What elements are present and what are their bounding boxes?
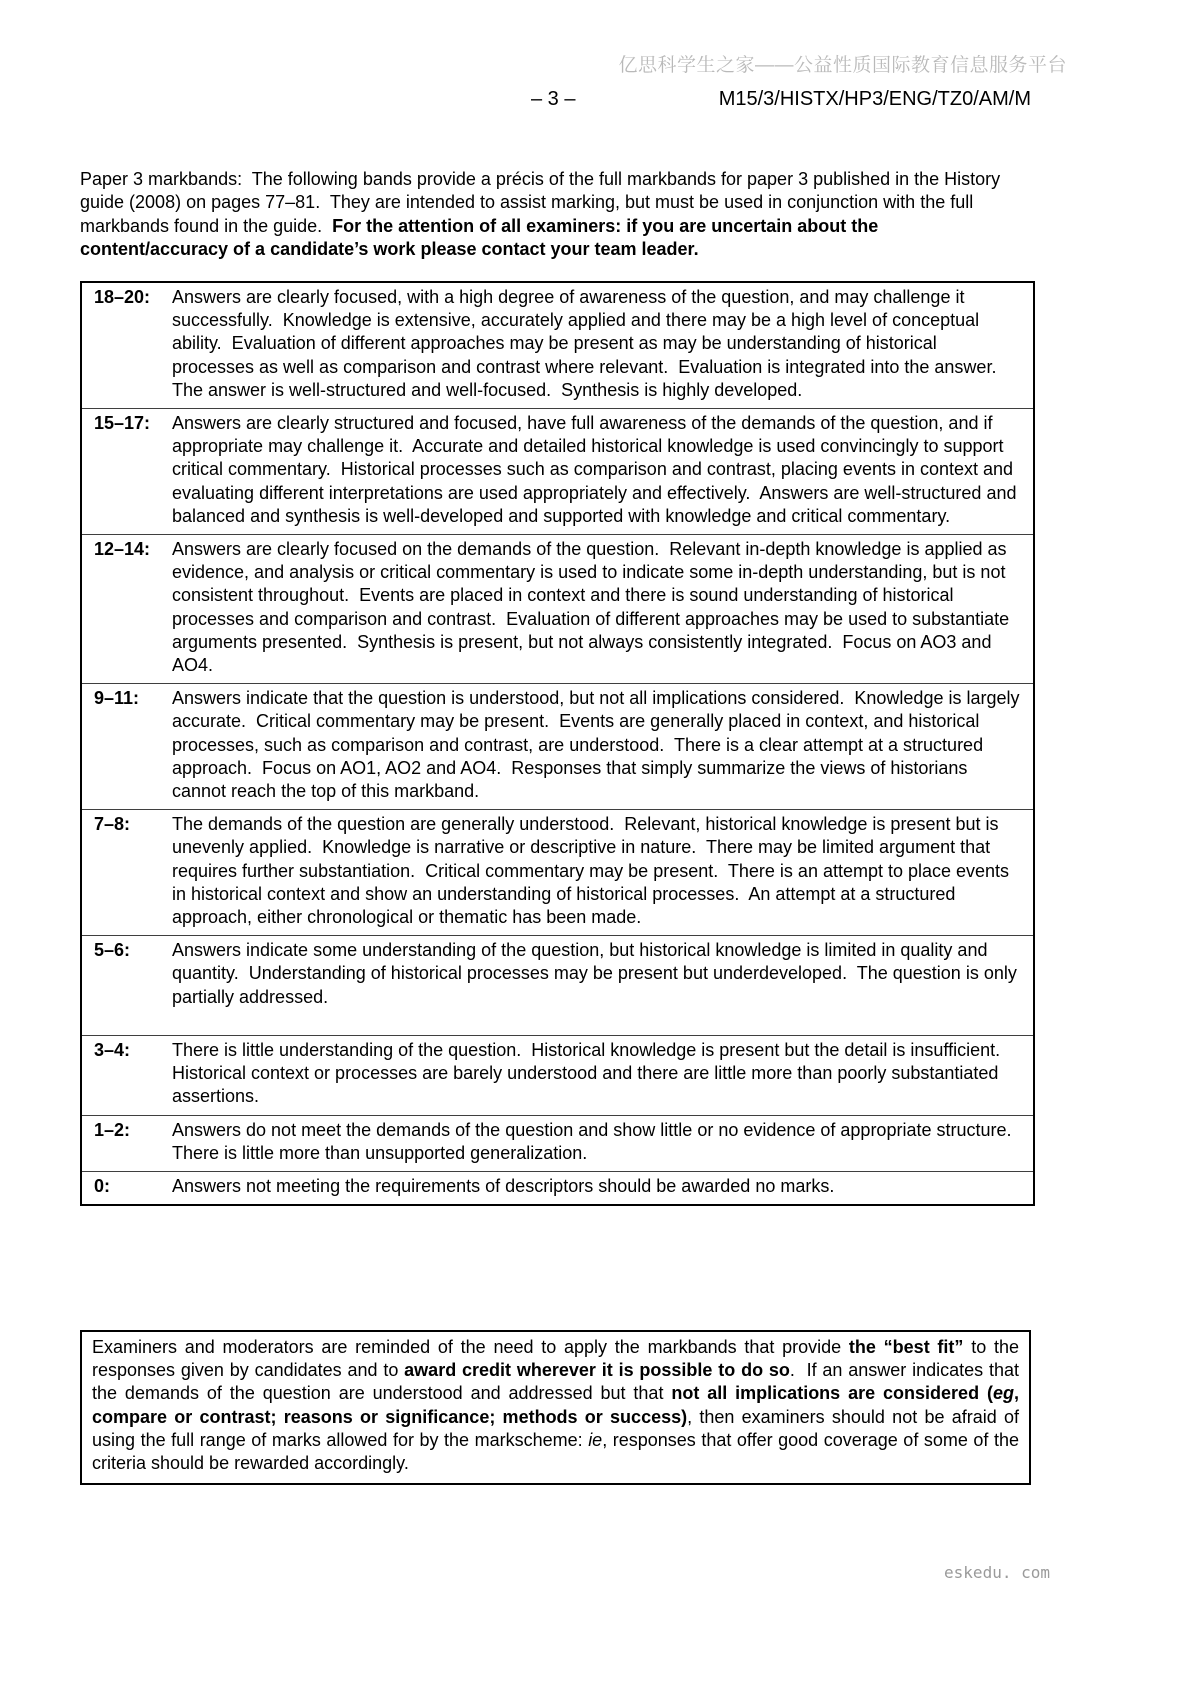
band-label: 3–4: xyxy=(94,1039,131,1060)
band-label: 5–6: xyxy=(94,940,131,961)
markband-row xyxy=(82,534,1033,683)
top-watermark: 亿思科学生之家——公益性质国际教育信息服务平台 xyxy=(618,55,1067,76)
markband-row xyxy=(82,1115,1033,1171)
markband-row xyxy=(82,408,1033,534)
band-description: There is little understanding of the question. Historical knowledge is present but the detail is insufficient. Historical context or processes are barely understood and there are little more than poorly substantiated assertions. xyxy=(172,1039,1011,1107)
markband-row xyxy=(82,935,1033,1035)
markband-row xyxy=(82,283,1033,408)
page-number: – 3 – xyxy=(531,88,576,110)
band-label: 9–11: xyxy=(94,688,140,709)
document-code: M15/3/HISTX/HP3/ENG/TZ0/AM/M xyxy=(718,88,1031,110)
band-description: Answers indicate that the question is understood, but not all implications considered. Knowledge is largely accurate. Critical commentary may be present. Events are generally placed in context, and historical processes, such as comparison and contrast, are understood. There is a clear attempt at a structured approach. Focus on AO1, AO2 and AO4. Responses that simply summarize the views of historians cannot reach the top of this markband. xyxy=(172,688,1025,802)
examiner-note: Examiners and moderators are reminded of the need to apply the markbands that provide the “best fit” to the responses given by candidates and to award credit wherever it is possible to do so. If an answer indicates that the demands of the question are understood and addressed but that not all implications are considered (eg, compare or contrast; reasons or significance; methods or success), then examiners should not be afraid of using the full range of marks allowed for by the markscheme: ie, responses that offer good coverage of some of the criteria should be rewarded accordingly. xyxy=(80,1330,1031,1485)
band-description: Answers are clearly structured and focused, have full awareness of the demands of the question, and if appropriate may challenge it. Accurate and detailed historical knowledge is used convincingly to support critical commentary. Historical processes such as comparison and contrast, placing events in context and evaluating different interpretations are used appropriately and effectively. Answers are well-structured and balanced and synthesis is well-developed and supported with knowledge and critical commentary. xyxy=(172,413,1022,526)
band-label: 7–8: xyxy=(94,814,131,835)
markband-row xyxy=(82,1171,1033,1204)
markband-row xyxy=(82,1035,1033,1115)
band-description: Answers not meeting the requirements of descriptors should be awarded no marks. xyxy=(172,1175,835,1196)
markband-row xyxy=(82,809,1033,935)
band-label: 15–17: xyxy=(94,413,151,434)
band-description: Answers indicate some understanding of the question, but historical knowledge is limited in quality and quantity. Understanding of historical processes may be present but underdeveloped. The question is only partially addressed. xyxy=(172,940,1022,1007)
markband-row xyxy=(82,683,1033,809)
bottom-watermark: eskedu. com xyxy=(944,1563,1050,1582)
band-description: The demands of the question are generally understood. Relevant, historical knowledge is present but is unevenly applied. Knowledge is narrative or descriptive in nature. There may be limited argument that requires further substantiation. Critical commentary may be present. There is an attempt to place events in historical context and show an understanding of historical processes. An attempt at a structured approach, either chronological or thematic has been made. xyxy=(172,814,1015,928)
band-label: 18–20: xyxy=(94,287,151,307)
intro-paragraph: Paper 3 markbands: The following bands provide a précis of the full markbands for paper 3 published in the History guide (2008) on pages 77–81. They are intended to assist marking, but must be used in conjunction with the full markbands found in the guide. For the attention of all examiners: if you are uncertain about the content/accuracy of a candidate’s work please contact your team leader. xyxy=(80,169,1006,260)
band-label: 0: xyxy=(94,1175,111,1196)
band-description: Answers are clearly focused on the demands of the question. Relevant in-depth knowledge is applied as evidence, and analysis or critical commentary is used to indicate some in-depth understanding, but is not consistent throughout. Events are placed in context and there is sound understanding of historical processes and comparison and contrast. Evaluation of different approaches may be used to substantiate arguments presented. Synthesis is present, but not always consistently integrated. Focus on AO3 and AO4. xyxy=(172,539,1015,676)
band-label: 1–2: xyxy=(94,1119,131,1140)
band-description: Answers are clearly focused, with a high degree of awareness of the question, and may challenge it successfully. Knowledge is extensive, accurately applied and there may be a high level of conceptual ability. Evaluation of different approaches may be present as may be understanding of historical processes as well as comparison and contrast where relevant. Evaluation is integrated into the answer. The answer is well-structured and well-focused. Synthesis is highly developed. xyxy=(172,287,1007,400)
band-description: Answers do not meet the demands of the question and show little or no evidence of appropriate structure. There is little more than unsupported generalization. xyxy=(172,1119,1022,1163)
markbands-table xyxy=(80,281,1035,1206)
band-label: 12–14: xyxy=(94,539,151,560)
